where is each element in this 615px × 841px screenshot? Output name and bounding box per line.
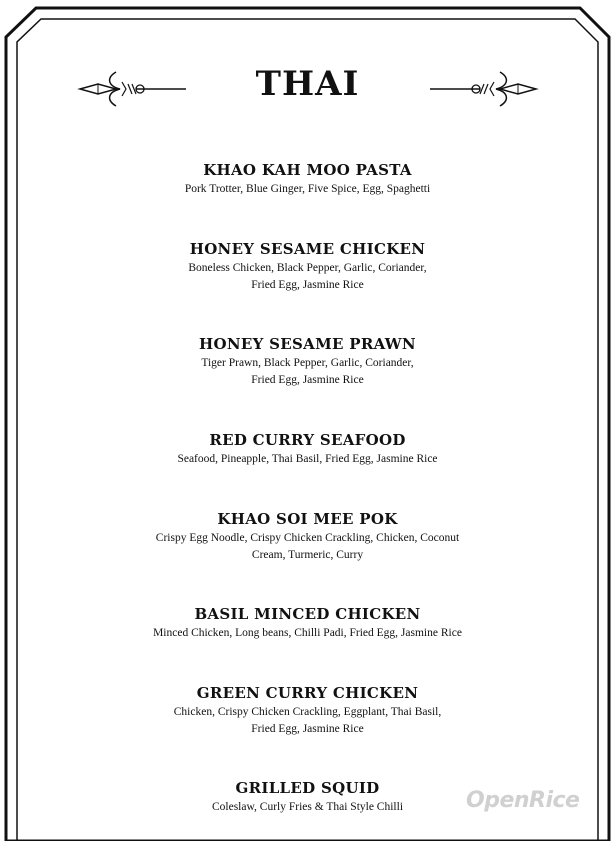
menu-item-description [148, 799, 468, 816]
menu-item [0, 431, 615, 468]
menu-item-name: HONEY SESAME PRAWN [199, 335, 416, 353]
menu-item-desc-line1: Boneless Chicken, Black Pepper, Garlic, Coriander, [188, 262, 427, 274]
menu-item-desc-line2: Fried Egg, Jasmine Rice [251, 374, 364, 386]
menu-item-description [148, 704, 468, 738]
menu-item-name: RED CURRY SEAFOOD [209, 431, 406, 449]
menu-item [0, 240, 615, 294]
menu-item-desc-line2: Cream, Turmeric, Curry [251, 549, 364, 561]
menu-item-description [148, 260, 468, 294]
menu-item-desc-line1: Pork Trotter, Blue Ginger, Five Spice, Egg, Spaghetti [184, 183, 431, 195]
menu-item-desc-line1: Chicken, Crispy Chicken Crackling, Eggplant, Thai Basil, [173, 706, 442, 718]
menu-item-description [128, 625, 488, 642]
menu-item-desc-line1: Seafood, Pineapple, Thai Basil, Fried Egg, Jasmine Rice [177, 453, 438, 465]
menu-item-desc-line1: Coleslaw, Curly Fries & Thai Style Chilli [211, 801, 404, 813]
menu-item [0, 335, 615, 389]
menu-item [0, 605, 615, 642]
menu-item-description [148, 355, 468, 389]
menu-item-description [138, 530, 478, 564]
menu-item-name: GREEN CURRY CHICKEN [196, 684, 419, 702]
menu-item-description [148, 451, 468, 468]
menu-title: THAI [255, 64, 360, 104]
menu-item-name: HONEY SESAME CHICKEN [189, 240, 426, 258]
menu-item-desc-line2: Fried Egg, Jasmine Rice [251, 723, 364, 735]
menu-item-name: KHAO KAH MOO PASTA [203, 161, 412, 179]
menu-item-name: GRILLED SQUID [235, 779, 380, 797]
menu-item-desc-line1: Tiger Prawn, Black Pepper, Garlic, Coriander, [201, 357, 414, 369]
menu-item [0, 510, 615, 564]
menu-item-desc-line1: Minced Chicken, Long beans, Chilli Padi, Fried Egg, Jasmine Rice [153, 627, 462, 639]
menu-item [0, 684, 615, 738]
openrice-watermark: OpenRice [466, 788, 580, 813]
menu-item-name: KHAO SOI MEE POK [217, 510, 398, 528]
menu-item [0, 161, 615, 198]
menu-item-name: BASIL MINCED CHICKEN [194, 605, 421, 623]
menu-item-description [148, 181, 468, 198]
menu-item-desc-line2: Fried Egg, Jasmine Rice [251, 279, 364, 291]
menu-item-desc-line1: Crispy Egg Noodle, Crispy Chicken Crackling, Chicken, Coconut [155, 532, 460, 544]
